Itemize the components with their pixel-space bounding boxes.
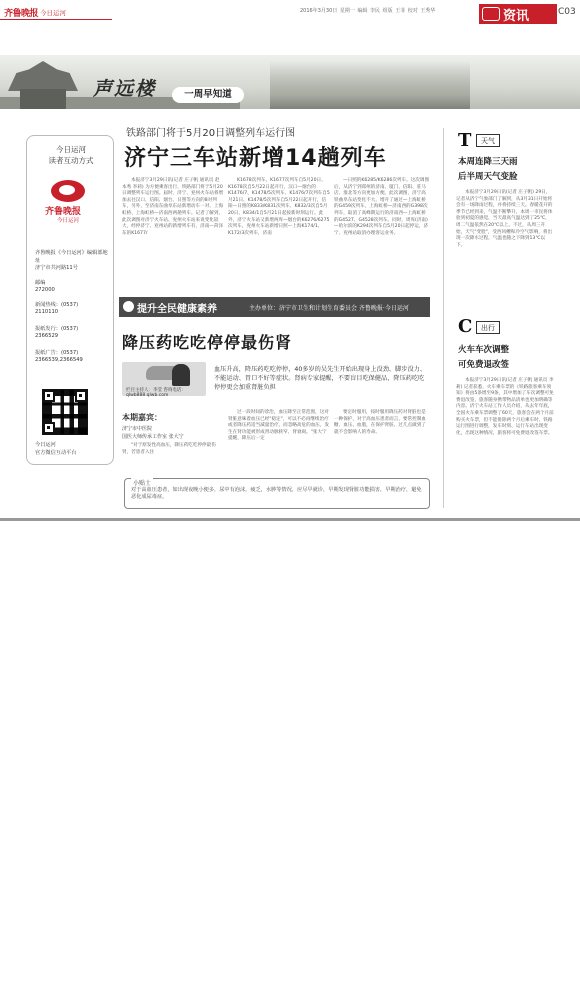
travel-headline: 火车车次调整 <box>458 345 510 355</box>
banner-title: 声远楼 <box>93 78 157 100</box>
wechat-qr-code[interactable] <box>43 390 87 434</box>
page-bottom-rule <box>0 518 580 521</box>
qr-finder-icon <box>75 390 87 402</box>
qr-finder-icon <box>43 422 55 434</box>
reader-contact-sidebar <box>26 135 114 465</box>
guest-name: 国医大师传承工作室 张大宁 <box>122 434 184 440</box>
article-column <box>334 178 430 237</box>
logo-subtext: 今日运河 <box>57 218 80 224</box>
sidebar-title: 今日运河 <box>56 145 86 154</box>
zip-label: 邮编 <box>35 280 46 286</box>
address-title: 齐鲁晚报《今日运河》编辑部地址 <box>35 250 108 264</box>
travel-tag: 出行 <box>476 321 500 334</box>
newspaper-brand: 齐鲁晚报 <box>4 9 39 19</box>
tips-body: 对于高血压患者，如出现夜晚小便多，尿中有泡沫，疲乏，水肿等情况，应尽早就诊，早期发现肾脏功能损害，早期治疗，避免恶化成尿毒症。 <box>131 487 422 501</box>
guest-heading: 本期嘉宾： <box>122 413 162 422</box>
column-banner <box>0 55 580 109</box>
promo-caption: 栏目主持人：李莹 咨询电话：qlwb888.qlwb.com <box>126 388 186 398</box>
article-text: 本报济宁3月29日讯(记者 庄子帆 通讯员 赵本秀 李莉) 为方便乘客出行，铁路部门将于5月20日调整列车运行图。届时，济宁、兖州火车站将增加去往汉口、信阳、烟台、日照等方向的8对列车，另外，至济南东曲阜东站新增动车一对、上海虹桥、上海虹桥—济南西两趟列车。记者了解到，此次调图对济宁火车站、兖州火车站来说变化较大，经停济宁、兖州站的新增列车有，济南—菏泽东的K1677/ <box>122 178 224 236</box>
article-headline: 济宁三车站新增14趟列车 <box>124 146 387 171</box>
weather-article <box>456 190 554 249</box>
travel-article <box>456 378 554 437</box>
host-photo <box>172 364 190 386</box>
article2-intro: 血压升高，降压药吃吃停停，40多岁的吴先生开始出现身上没劲、脚步没力、不能运动、胃口不好等症状。肾病专家提醒，不要盲目吃保健品，降压药吃吃停停更会加重肾脏负担 <box>214 366 427 391</box>
subscription-number: 2366529 <box>35 333 59 339</box>
sidebar-subtitle: 读者互动方式 <box>48 156 94 165</box>
article-column <box>228 410 330 443</box>
health-logo-icon <box>123 301 134 312</box>
health-column-sponsor: 主办单位：济宁市卫生和计划生育委员会 齐鲁晚报·今日运河 <box>249 305 409 312</box>
tower-roof-illustration <box>8 61 78 91</box>
tips-box <box>124 478 430 509</box>
section-tab <box>479 4 557 24</box>
tips-title: 小贴士 <box>133 480 152 487</box>
health-column-bar <box>119 297 430 317</box>
tower-base-illustration <box>20 89 66 109</box>
logo-text: 齐鲁晚报 <box>45 207 82 217</box>
hotline-number: 2110110 <box>35 309 59 315</box>
article2-headline: 降压药吃吃停停最伤肾 <box>122 333 293 352</box>
advert-number: 2366539,2366549 <box>35 357 83 363</box>
column-divider <box>443 128 444 508</box>
page-number: C03 <box>558 7 576 17</box>
wechat-label: 今日运河 <box>35 442 56 448</box>
weather-section-letter: T <box>458 130 472 151</box>
newspaper-logo-icon <box>51 180 85 202</box>
news-icon <box>482 7 500 21</box>
article-text: 要定时服用，按时服用降压药对肾脏也是一种保护，对于高血压患者而言，要常控制血糖、血压、血脂，在保护肾脏、过几点做到了就不会影响人的寿命。 <box>334 410 426 435</box>
guest-org: 济宁市中医院 <box>122 426 153 432</box>
article-column <box>334 410 430 436</box>
guest-info <box>122 425 222 456</box>
article-text: 本报济宁3月29日讯(记者 庄子帆) 29日，记者从济宁气象部门了解到，从3月31日开始将会有一场降雨过程，并将持续三天。春暖花开的季节已经到来，气温不断攀升，本周一市民将体验到初夏的感觉，当天最高气温达到了25℃，周二气温依然在20℃以上。不过，从周三开始，天气"变脸"，受西风槽和冷空气影响，将出现一次降水过程，气温也随之下降到13℃以下。 <box>456 190 553 248</box>
article-column <box>122 443 222 456</box>
travel-headline: 可免费退改签 <box>458 360 510 370</box>
header-divider <box>0 19 112 20</box>
address: 济宁市共河路11号 <box>35 265 78 271</box>
article-text: "对于原发性高血压，降压药吃吃停停最伤肾，若患者入住 <box>122 443 216 455</box>
article-column <box>122 178 224 237</box>
column-promo-image <box>122 362 206 396</box>
page-meta: 2016年3月30日 星期一 编辑 李民 组版 王菲 校对 王秀华 <box>300 8 436 14</box>
article-column <box>228 178 330 237</box>
weather-headline: 后半周天气变脸 <box>458 172 518 182</box>
zip-code: 272000 <box>35 287 55 293</box>
article-kicker: 铁路部门将于5月20日调整列车运行图 <box>126 128 296 139</box>
newspaper-edition: 今日运河 <box>40 9 66 17</box>
advert-label: 报纸广告：(0537) <box>35 350 79 356</box>
article-text: 本报济宁3月29日讯(记者 庄子帆 通讯员 李莉) 记者获悉，火车乘车票的《铁路旅客乘车须知》将由5条增至9条，其中增加了车次调整可免费退改签，旅客随身携带物品清单也更加明确等内容。济宁火车站工作人员介绍，从去年年底，全国火车乘车票调整了60天，旅客会在两个月前购买火车票，但不能排除两个月后乘车时，铁路运行图进行调整，发车时刻、运行车站出现变化，出现这种情况，旅客将可免费退改签车票。 <box>456 378 554 436</box>
weather-tag: 天气 <box>476 134 500 147</box>
travel-section-letter: C <box>458 316 473 337</box>
section-label: 资讯 <box>503 9 530 24</box>
article-text: —日照的K6285/K6286次列车。这次调图后，从济宁到郑州的济南、厦门、信阳、驻马店、淮北等方向更加方便。此次调图，济宁高铁曲阜东站变化不大，增开了通过—上海虹桥的G459次列车，上海虹桥—济南西的G398次列车，取消了高峰期运行的济南西—上海虹桥的G4527、G4528次列车。同时，周库(济南)—哈尔滨的K294次列车自5月20日起停运，济宁、兖州站取消办理客运业务。 <box>334 178 430 236</box>
banner-subtitle: 一周早知道 <box>172 87 244 103</box>
weather-headline: 本周连降三天雨 <box>458 157 518 167</box>
qr-finder-icon <box>43 390 55 402</box>
subscription-label: 报纸发行：(0537) <box>35 326 79 332</box>
hotline-label: 新闻热线：(0537) <box>35 302 79 308</box>
article-text: 过一段时间的诊治，血压降至正常范围，这对肾脏意味着血压已经"稳定"，可以不必再继续治疗或者降压药适当减量治疗。而忽略高危的血压，发生在肾功能被形成肾动脉狭窄、肾衰竭。"张大宁提醒，降压后一定 <box>228 410 330 442</box>
article-text: K1678次列车、K1677次列车自5月20日、K1678次自5月22日起开行，汉口—烟台的K1476/7、K1478/5次列车、K1476/7次列车自5月21日、K1478/5次列车自5月22日起开行，信阳—日照的K833/K831次列车、K832/3次自5月20日、K834/1自5月21日起按新时刻运行。此外，济宁火车站又新增两库—烟台的K6276/6275次列车，兖州火车站新增日照—上海K174/1、K172/3次列车，济南 <box>228 178 330 236</box>
health-column-title: 提升全民健康素养 <box>137 304 217 315</box>
wechat-caption: 官方微信互动平台 <box>35 450 77 456</box>
pavilion-illustration <box>270 61 470 109</box>
page-header <box>0 0 580 26</box>
